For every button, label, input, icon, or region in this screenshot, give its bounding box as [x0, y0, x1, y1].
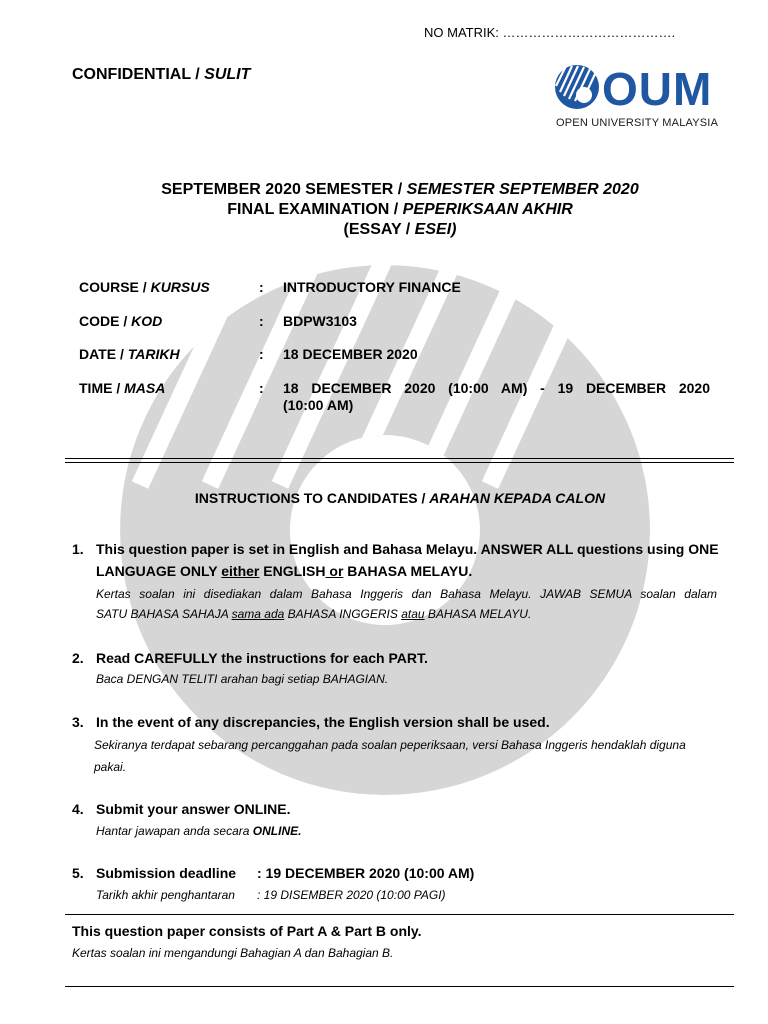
instruction-2-my: Baca DENGAN TELITI arahan bagi setiap BAHAGIAN. [96, 672, 389, 686]
time-label: TIME / MASA [79, 380, 166, 396]
code-value: BDPW3103 [283, 313, 357, 329]
divider [65, 462, 734, 463]
instruction-3-en: In the event of any discrepancies, the English version shall be used. [96, 714, 550, 730]
colon: : [259, 346, 264, 362]
instructions-title: INSTRUCTIONS TO CANDIDATES / ARAHAN KEPADA CALON [194, 490, 606, 506]
colon: : [259, 380, 264, 396]
exam-type: (ESSAY / ESEI) [343, 221, 457, 238]
globe-icon [554, 64, 600, 110]
deadline-value-my: : 19 DISEMBER 2020 (10:00 PAGI) [257, 888, 446, 902]
logo-wordmark: OUM [602, 63, 713, 115]
instruction-1-en-cont: LANGUAGE ONLY either ENGLISH or BAHASA MELAYU. [96, 563, 473, 579]
instruction-1-en: This question paper is set in English and Bahasa Melayu. ANSWER ALL questions using ONE [96, 541, 719, 557]
date-label: DATE / TARIKH [79, 346, 180, 362]
instruction-1-my-cont: SATU BAHASA SAHAJA sama ada BAHASA INGGERIS atau BAHASA MELAYU. [96, 607, 532, 621]
course-value: INTRODUCTORY FINANCE [283, 279, 461, 295]
divider [65, 458, 734, 459]
time-value-end: (10:00 AM) [283, 397, 354, 413]
paper-parts-note-my: Kertas soalan ini mengandungi Bahagian A dan Bahagian B. [72, 946, 394, 960]
instruction-4-my: Hantar jawapan anda secara ONLINE. [96, 824, 302, 838]
item-number: 4. [72, 801, 84, 817]
item-number: 5. [72, 865, 84, 881]
colon: : [259, 279, 264, 295]
exam-title: FINAL EXAMINATION / PEPERIKSAAN AKHIR [227, 201, 573, 218]
divider [65, 914, 734, 915]
item-number: 1. [72, 541, 84, 557]
course-label: COURSE / KURSUS [79, 279, 210, 295]
time-value: 18 DECEMBER 2020 (10:00 AM) - 19 DECEMBER 2020 [283, 380, 710, 396]
instruction-3-my: Sekiranya terdapat sebarang percanggahan pada soalan peperiksaan, versi Bahasa Inggeris hendaklah diguna [94, 738, 686, 752]
item-number: 2. [72, 650, 84, 666]
deadline-value: : 19 DECEMBER 2020 (10:00 AM) [257, 865, 475, 881]
instruction-3-my-cont: pakai. [94, 760, 127, 774]
colon: : [259, 313, 264, 329]
paper-parts-note: This question paper consists of Part A & Part B only. [72, 923, 422, 939]
instruction-2-en: Read CAREFULLY the instructions for each PART. [96, 650, 428, 666]
item-number: 3. [72, 714, 84, 730]
matric-number-field: NO MATRIK: …………………………………. [424, 25, 676, 40]
logo-subtitle: OPEN UNIVERSITY MALAYSIA [556, 117, 719, 129]
code-label: CODE / KOD [79, 313, 163, 329]
divider [65, 986, 734, 987]
oum-logo [554, 64, 729, 134]
deadline-label: Submission deadline [96, 865, 237, 881]
date-value: 18 DECEMBER 2020 [283, 346, 418, 362]
semester-title: SEPTEMBER 2020 SEMESTER / SEMESTER SEPTEMBER 2020 [161, 181, 639, 198]
confidential-label: CONFIDENTIAL / SULIT [72, 66, 251, 83]
instruction-1-my: Kertas soalan ini disediakan dalam Bahasa Inggeris dan Bahasa Melayu. JAWAB SEMUA soalan dalam [96, 587, 717, 601]
deadline-label-my: Tarikh akhir penghantaran [96, 888, 235, 902]
instruction-4-en: Submit your answer ONLINE. [96, 801, 291, 817]
